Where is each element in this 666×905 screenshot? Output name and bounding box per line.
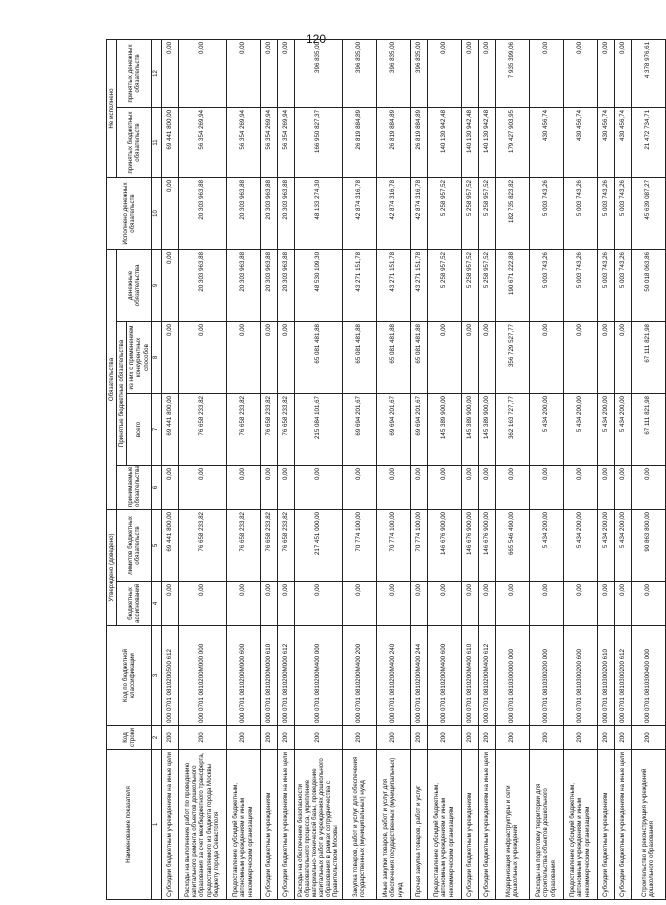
limits-cell: 146 676 900,00: [461, 510, 478, 582]
not-exec-monetary-cell: 0,00: [178, 39, 226, 107]
limits-cell: 69 441 800,00: [161, 510, 178, 582]
accepted-total-cell: 67 111 821,98: [631, 394, 665, 466]
row-name-cell: Субсидии бюджетным учреждениям на иные цели: [161, 750, 178, 900]
competitive-cell: 0,00: [260, 322, 277, 394]
monetary-obligations-cell: 20 303 963,88: [260, 249, 277, 321]
row-name-cell: Иные закупки товаров, работ и услуг для обеспечения государственных (муниципальных) нужд: [376, 750, 410, 900]
row-name-cell: Субсидии бюджетным учреждениям на иные цели: [277, 750, 294, 900]
executed-cell: 5 258 957,52: [478, 177, 495, 249]
table-row: [563, 39, 597, 899]
not-exec-budget-cell: 140 130 942,48: [461, 107, 478, 177]
monetary-obligations-cell: 5 258 957,52: [461, 249, 478, 321]
column-number: 11: [151, 107, 161, 177]
monetary-obligations-cell: 5 003 743,26: [529, 249, 563, 321]
class-code-cell: 000 0701 0810200М000 612: [277, 626, 294, 726]
limits-cell: 76 658 233,82: [226, 510, 260, 582]
accepted-obligations-cell: 0,00: [226, 466, 260, 510]
executed-cell: 42 874 316,78: [376, 177, 410, 249]
table-row: [294, 39, 342, 899]
accepted-total-cell: 5 434 200,00: [529, 394, 563, 466]
accepted-obligations-cell: 0,00: [260, 466, 277, 510]
class-code-cell: 000 0701 0810200М400 200: [342, 626, 376, 726]
not-exec-monetary-cell: 0,00: [614, 39, 631, 107]
row-name-cell: Закупка товаров, работ и услуг для обеспечения государственных (муниципальных) нужд: [342, 750, 376, 900]
accepted-total-cell: 76 658 233,82: [226, 394, 260, 466]
row-code-cell: 200: [294, 726, 342, 750]
table-row: [597, 39, 614, 899]
row-code-cell: 200: [427, 726, 461, 750]
not-exec-budget-cell: 430 456,74: [597, 107, 614, 177]
not-exec-budget-cell: 430 456,74: [529, 107, 563, 177]
row-name-cell: Предоставление субсидий бюджетным, автономным учреждениям и иным некоммерческим организациям: [427, 750, 461, 900]
budget-alloc-cell: 0,00: [563, 582, 597, 626]
column-number: 7: [151, 394, 161, 466]
table-row: [529, 39, 563, 899]
accepted-obligations-cell: 0,00: [161, 466, 178, 510]
table-row: [495, 39, 529, 899]
competitive-cell: 0,00: [478, 322, 495, 394]
budget-alloc-cell: 0,00: [226, 582, 260, 626]
competitive-cell: 65 081 481,88: [342, 322, 376, 394]
accepted-total-cell: 69 694 201,67: [410, 394, 427, 466]
not-exec-budget-cell: 140 130 942,48: [427, 107, 461, 177]
header-name: Наименование показателя: [107, 750, 152, 900]
class-code-cell: 000 0701 0810200М400 240: [376, 626, 410, 726]
row-name-cell: Субсидии бюджетным учреждениям: [260, 750, 277, 900]
row-name-cell: Предоставление субсидий бюджетным, автономным учреждениям и иным некоммерческим организациям: [226, 750, 260, 900]
not-exec-budget-cell: 430 456,74: [614, 107, 631, 177]
accepted-obligations-cell: 0,00: [461, 466, 478, 510]
report-table: [106, 39, 666, 900]
not-exec-monetary-cell: 396 835,00: [342, 39, 376, 107]
row-code-cell: 200: [563, 726, 597, 750]
executed-cell: 0,00: [161, 177, 178, 249]
monetary-obligations-cell: 20 303 963,88: [277, 249, 294, 321]
accepted-total-cell: 69 694 201,67: [342, 394, 376, 466]
accepted-obligations-cell: 0,00: [178, 466, 226, 510]
budget-alloc-cell: 0,00: [529, 582, 563, 626]
class-code-cell: 000 0701 0810200М400 612: [478, 626, 495, 726]
column-number: 8: [151, 322, 161, 394]
column-number: 4: [151, 582, 161, 626]
limits-cell: 76 658 233,82: [277, 510, 294, 582]
accepted-total-cell: 76 658 233,82: [260, 394, 277, 466]
limits-cell: 76 658 233,82: [260, 510, 277, 582]
row-code-cell: 200: [495, 726, 529, 750]
table-row: [260, 39, 277, 899]
not-exec-monetary-cell: 396 835,00: [294, 39, 342, 107]
not-exec-monetary-cell: 0,00: [226, 39, 260, 107]
limits-cell: 70 774 100,00: [410, 510, 427, 582]
column-number: 6: [151, 466, 161, 510]
row-code-cell: 200: [461, 726, 478, 750]
executed-cell: 20 303 963,88: [277, 177, 294, 249]
row-name-cell: Модернизация инфраструктуры и сети дошкольных учреждений: [495, 750, 529, 900]
row-name-cell: Расходы на выполнение работ по проведению капитального ремонта объектов дошкольного образования за счет межбюджетного трансферта, предоставляемого из бюджета города Москвы бюджету города Севастополя: [178, 750, 226, 900]
not-exec-budget-cell: 56 354 269,94: [178, 107, 226, 177]
accepted-obligations-cell: 0,00: [631, 466, 665, 510]
header-not-exec-monetary: принятых денежных обязательств: [117, 39, 152, 107]
competitive-cell: 356 729 527,77: [495, 322, 529, 394]
executed-cell: 45 639 087,27: [631, 177, 665, 249]
table-row: [226, 39, 260, 899]
not-exec-budget-cell: 179 427 903,95: [495, 107, 529, 177]
limits-cell: 76 658 233,82: [178, 510, 226, 582]
not-exec-monetary-cell: 0,00: [529, 39, 563, 107]
executed-cell: 20 303 963,88: [226, 177, 260, 249]
competitive-cell: 0,00: [563, 322, 597, 394]
limits-cell: 146 676 900,00: [478, 510, 495, 582]
limits-cell: 70 774 100,00: [342, 510, 376, 582]
header-competitive: из них с применением конкурентных способов: [127, 322, 151, 394]
not-exec-monetary-cell: 4 378 976,61: [631, 39, 665, 107]
executed-cell: 5 258 957,52: [461, 177, 478, 249]
limits-cell: 5 434 200,00: [614, 510, 631, 582]
table-body: [161, 39, 665, 899]
header-approved-budget-alloc: бюджетных ассигнований: [117, 582, 152, 626]
executed-cell: 42 874 316,78: [342, 177, 376, 249]
budget-alloc-cell: 0,00: [478, 582, 495, 626]
accepted-obligations-cell: 0,00: [563, 466, 597, 510]
budget-alloc-cell: 0,00: [260, 582, 277, 626]
accepted-total-cell: 69 441 800,00: [161, 394, 178, 466]
rotated-report-table-container: [106, 40, 656, 900]
row-name-cell: Расходы на подготовку территории для строительства объектов дошкольного образования: [529, 750, 563, 900]
row-name-cell: Субсидии бюджетным учреждениям на иные цели: [614, 750, 631, 900]
table-row: [614, 39, 631, 899]
header-approved: Утверждено (доведено): [107, 510, 117, 626]
monetary-obligations-cell: 20 303 963,88: [226, 249, 260, 321]
not-exec-budget-cell: 166 950 827,37: [294, 107, 342, 177]
budget-alloc-cell: 0,00: [376, 582, 410, 626]
row-code-cell: 200: [614, 726, 631, 750]
competitive-cell: 67 111 821,98: [631, 322, 665, 394]
column-number: 12: [151, 39, 161, 107]
row-code-cell: 200: [260, 726, 277, 750]
table-row: [376, 39, 410, 899]
class-code-cell: 000 0701 0810300000 000: [495, 626, 529, 726]
executed-cell: 182 735 823,82: [495, 177, 529, 249]
table-row: [342, 39, 376, 899]
header-monetary-obligations: денежные обязательства: [117, 249, 152, 321]
header-total: всего: [127, 394, 151, 466]
class-code-cell: 000 0701 0810200М000 000: [178, 626, 226, 726]
table-row: [478, 39, 495, 899]
accepted-obligations-cell: 0,00: [614, 466, 631, 510]
competitive-cell: 65 081 481,88: [294, 322, 342, 394]
not-exec-budget-cell: 56 354 269,94: [277, 107, 294, 177]
accepted-obligations-cell: 0,00: [277, 466, 294, 510]
not-exec-monetary-cell: 0,00: [597, 39, 614, 107]
table-row: [178, 39, 226, 899]
class-code-cell: 000 0701 0810300200 000: [529, 626, 563, 726]
executed-cell: 5 258 957,52: [427, 177, 461, 249]
header-accepted-budget-obligations: Принятые бюджетные обязательства: [117, 322, 127, 466]
table-row: [277, 39, 294, 899]
accepted-total-cell: 215 084 101,67: [294, 394, 342, 466]
executed-cell: 20 303 963,88: [260, 177, 277, 249]
competitive-cell: 0,00: [178, 322, 226, 394]
monetary-obligations-cell: 5 003 743,26: [563, 249, 597, 321]
monetary-obligations-cell: 50 018 063,86: [631, 249, 665, 321]
row-code-cell: 200: [529, 726, 563, 750]
row-code-cell: 200: [277, 726, 294, 750]
not-exec-monetary-cell: 0,00: [427, 39, 461, 107]
accepted-total-cell: 145 389 900,00: [461, 394, 478, 466]
executed-cell: 42 874 316,78: [410, 177, 427, 249]
header-row-code: Код строки: [107, 726, 152, 750]
not-exec-monetary-cell: 0,00: [161, 39, 178, 107]
class-code-cell: 000 0701 0810200М400 000: [294, 626, 342, 726]
budget-alloc-cell: 0,00: [614, 582, 631, 626]
not-exec-budget-cell: 430 456,74: [563, 107, 597, 177]
monetary-obligations-cell: 48 530 109,30: [294, 249, 342, 321]
column-number: 10: [151, 177, 161, 249]
not-exec-monetary-cell: 7 935 399,06: [495, 39, 529, 107]
competitive-cell: 0,00: [614, 322, 631, 394]
not-exec-monetary-cell: 0,00: [260, 39, 277, 107]
not-exec-budget-cell: 140 130 942,48: [478, 107, 495, 177]
budget-alloc-cell: 0,00: [597, 582, 614, 626]
accepted-obligations-cell: 0,00: [410, 466, 427, 510]
class-code-cell: 000 0701 0810200М400 244: [410, 626, 427, 726]
competitive-cell: 0,00: [461, 322, 478, 394]
not-exec-budget-cell: 26 819 884,89: [410, 107, 427, 177]
budget-alloc-cell: 0,00: [294, 582, 342, 626]
row-code-cell: 200: [178, 726, 226, 750]
accepted-total-cell: 76 658 233,82: [277, 394, 294, 466]
executed-cell: 5 003 743,26: [614, 177, 631, 249]
competitive-cell: 0,00: [597, 322, 614, 394]
column-number: 1: [151, 750, 161, 900]
executed-cell: 5 003 743,26: [563, 177, 597, 249]
limits-cell: 5 434 200,00: [597, 510, 614, 582]
budget-alloc-cell: 0,00: [461, 582, 478, 626]
budget-alloc-cell: 0,00: [495, 582, 529, 626]
not-exec-monetary-cell: 0,00: [478, 39, 495, 107]
accepted-obligations-cell: 0,00: [597, 466, 614, 510]
accepted-obligations-cell: 0,00: [495, 466, 529, 510]
competitive-cell: 65 081 481,88: [410, 322, 427, 394]
accepted-total-cell: 5 434 200,00: [614, 394, 631, 466]
budget-alloc-cell: 0,00: [277, 582, 294, 626]
executed-cell: 48 133 274,30: [294, 177, 342, 249]
executed-cell: 20 303 963,88: [178, 177, 226, 249]
accepted-obligations-cell: 0,00: [478, 466, 495, 510]
budget-alloc-cell: 0,00: [178, 582, 226, 626]
not-exec-monetary-cell: 0,00: [461, 39, 478, 107]
column-number: 3: [151, 626, 161, 726]
competitive-cell: 0,00: [529, 322, 563, 394]
accepted-total-cell: 145 389 900,00: [427, 394, 461, 466]
header-obligations: Обязательства: [107, 249, 117, 509]
class-code-cell: 000 0701 0810300200 612: [614, 626, 631, 726]
competitive-cell: 0,00: [226, 322, 260, 394]
table-row: [410, 39, 427, 899]
class-code-cell: 000 0701 0810200М400 610: [461, 626, 478, 726]
monetary-obligations-cell: 43 271 151,78: [342, 249, 376, 321]
not-exec-budget-cell: 69 441 800,00: [161, 107, 178, 177]
row-name-cell: Прочая закупка товаров, работ и услуг: [410, 750, 427, 900]
not-exec-budget-cell: 56 354 269,94: [226, 107, 260, 177]
limits-cell: 5 434 200,00: [563, 510, 597, 582]
competitive-cell: 0,00: [427, 322, 461, 394]
monetary-obligations-cell: 5 258 957,52: [427, 249, 461, 321]
class-code-cell: 000 0701 0810300400 000: [631, 626, 665, 726]
monetary-obligations-cell: 5 258 957,52: [478, 249, 495, 321]
class-code-cell: 000 0701 0810300200 610: [597, 626, 614, 726]
row-name-cell: Субсидии бюджетным учреждениям: [461, 750, 478, 900]
header-not-executed: Не исполнено: [107, 39, 117, 177]
not-exec-monetary-cell: 396 835,00: [376, 39, 410, 107]
accepted-total-cell: 69 694 201,67: [376, 394, 410, 466]
row-name-cell: Предоставление субсидий бюджетным, автономным учреждениям и иным некоммерческим организациям: [563, 750, 597, 900]
limits-cell: 665 546 490,00: [495, 510, 529, 582]
column-number: 9: [151, 249, 161, 321]
header-executed-monetary: Исполнено денежных обязательств: [107, 177, 152, 249]
row-code-cell: 200: [342, 726, 376, 750]
row-name-cell: Расходы на обеспечение безопасности образовательного процесса, укрепление материально-технической базы, проведение капитальных работ в учреждениях дошкольного образования в рамках сотрудничества с Правительством Москвы: [294, 750, 342, 900]
monetary-obligations-cell: 5 003 743,26: [597, 249, 614, 321]
table-row: [427, 39, 461, 899]
competitive-cell: 0,00: [161, 322, 178, 394]
column-number: 5: [151, 510, 161, 582]
competitive-cell: 0,00: [277, 322, 294, 394]
accepted-total-cell: 5 434 200,00: [597, 394, 614, 466]
not-exec-monetary-cell: 396 835,00: [410, 39, 427, 107]
not-exec-monetary-cell: 0,00: [277, 39, 294, 107]
limits-cell: 146 676 900,00: [427, 510, 461, 582]
row-code-cell: 200: [631, 726, 665, 750]
row-code-cell: 200: [478, 726, 495, 750]
table-row: [631, 39, 665, 899]
row-code-cell: 200: [226, 726, 260, 750]
budget-alloc-cell: 0,00: [631, 582, 665, 626]
not-exec-budget-cell: 26 819 884,89: [342, 107, 376, 177]
monetary-obligations-cell: 43 271 151,78: [410, 249, 427, 321]
header-class-code: Код по бюджетной классификации: [107, 626, 152, 726]
executed-cell: 5 003 743,26: [597, 177, 614, 249]
accepted-obligations-cell: 0,00: [376, 466, 410, 510]
limits-cell: 5 434 200,00: [529, 510, 563, 582]
monetary-obligations-cell: 43 271 151,78: [376, 249, 410, 321]
competitive-cell: 65 081 481,88: [376, 322, 410, 394]
accepted-obligations-cell: 0,00: [529, 466, 563, 510]
row-code-cell: 200: [161, 726, 178, 750]
accepted-total-cell: 145 389 900,00: [478, 394, 495, 466]
row-code-cell: 200: [597, 726, 614, 750]
limits-cell: 217 451 000,00: [294, 510, 342, 582]
budget-alloc-cell: 0,00: [161, 582, 178, 626]
row-code-cell: 200: [376, 726, 410, 750]
accepted-obligations-cell: 0,00: [427, 466, 461, 510]
limits-cell: 70 774 100,00: [376, 510, 410, 582]
not-exec-budget-cell: 26 819 884,89: [376, 107, 410, 177]
accepted-total-cell: 5 434 200,00: [563, 394, 597, 466]
budget-alloc-cell: 0,00: [427, 582, 461, 626]
table-row: [161, 39, 178, 899]
row-name-cell: Субсидии бюджетным учреждениям: [597, 750, 614, 900]
class-code-cell: 000 0701 0810200М000 600: [226, 626, 260, 726]
accepted-obligations-cell: 0,00: [342, 466, 376, 510]
header-approved-limits: лимитов бюджетных обязательств: [117, 510, 152, 582]
page-number: 120: [305, 32, 327, 46]
header-not-exec-budget: принятых бюджетных обязательств: [117, 107, 152, 177]
class-code-cell: 000 0701 0810200М400 600: [427, 626, 461, 726]
executed-cell: 5 003 743,26: [529, 177, 563, 249]
monetary-obligations-cell: 0,00: [161, 249, 178, 321]
monetary-obligations-cell: 190 671 222,88: [495, 249, 529, 321]
monetary-obligations-cell: 20 303 963,88: [178, 249, 226, 321]
not-exec-budget-cell: 56 354 269,94: [260, 107, 277, 177]
row-name-cell: Строительство и реконструкция учреждений дошкольного образования: [631, 750, 665, 900]
not-exec-monetary-cell: 0,00: [563, 39, 597, 107]
row-code-cell: 200: [410, 726, 427, 750]
table-row: [461, 39, 478, 899]
class-code-cell: 000 0701 0810200500 612: [161, 626, 178, 726]
column-number: 2: [151, 726, 161, 750]
accepted-total-cell: 362 163 727,77: [495, 394, 529, 466]
accepted-total-cell: 76 658 233,82: [178, 394, 226, 466]
budget-alloc-cell: 0,00: [342, 582, 376, 626]
class-code-cell: 000 0701 0810300200 600: [563, 626, 597, 726]
class-code-cell: 000 0701 0810200М000 610: [260, 626, 277, 726]
accepted-obligations-cell: 0,00: [294, 466, 342, 510]
monetary-obligations-cell: 5 003 743,26: [614, 249, 631, 321]
header-accepted-obligations: принимаемые обязательства: [117, 466, 152, 510]
limits-cell: 90 863 800,00: [631, 510, 665, 582]
row-name-cell: Субсидии бюджетным учреждениям на иные цели: [478, 750, 495, 900]
budget-alloc-cell: 0,00: [410, 582, 427, 626]
not-exec-budget-cell: 21 472 734,71: [631, 107, 665, 177]
